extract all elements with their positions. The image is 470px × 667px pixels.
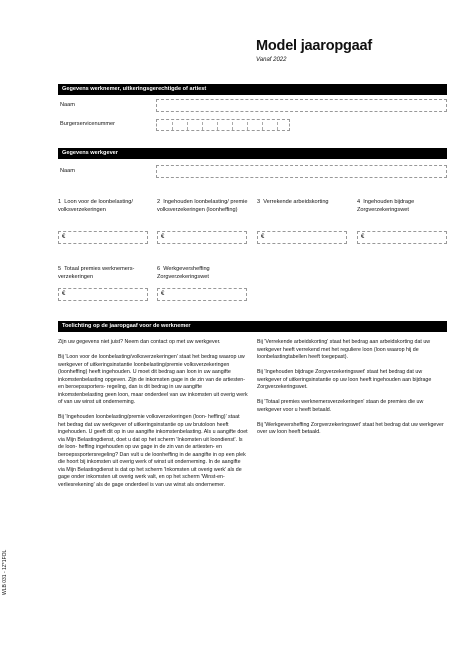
form-code: WLB 031 - 1Z*1FOL [2,549,8,595]
explanation-paragraph: Bij 'Loon voor de loonbelasting/volksverzekeringen' staat het bedrag waarop uw werkgever of uitkeringsinstantie loonbelasting/premie volksverzekeringen (loonheffing) heeft ingehouden. U moet dit bedrag aan loon in uw aangifte inkomstenbelasting opgeven. Zijn de inkomsten gage in de zin van de artiesten- en beroepssporters- regeling, dan is dit bedrag in uw aangifte inkomstenbelasting geen loon, maar onderdeel van uw inkomsten uit overig werk of van uw winst uit onderneming. [58,354,248,405]
box-3-label: 3 Verrekende arbeidskorting [257,199,329,205]
section-heading-toelichting: Toelichting op de jaaropgaaf voor de werknemer [58,321,447,332]
explanation-paragraph: Bij 'Verrekende arbeidskorting' staat het bedrag aan arbeidskorting dat uw werkgever heeft verrekend met het reguliere loon (loon waarop hij de loonbelastingtabellen heeft toegepast). [257,339,431,360]
name-label: Naam [60,102,75,108]
explanation-paragraph: Bij 'Werkgeversheffing Zorgverzekeringswet' staat het bedrag dat uw werkgever over uw loon heeft betaald. [257,421,444,435]
box-1-amount-field[interactable]: € [58,231,148,244]
explanation-left-column [58,339,248,497]
section-heading-werknemer: Gegevens werknemer, uitkeringsgerechtigde of artiest [58,84,447,95]
werkgever-name-label: Naam [60,168,75,174]
section-heading-werkgever: Gegevens werkgever [58,148,447,159]
explanation-paragraph: Bij 'Ingehouden loonbelasting/premie volksverzekeringen (loon- heffing)' staat het bedrag dat uw werkgever of uitkeringsinstantie op uw brutoloon heeft ingehouden. U geeft dit op in uw aangifte inkomstenbelasting. Als u aangifte doet via Mijn Belastingdienst, doet u dat op het scherm 'Inkomsten uit loondienst'. Is de loon- heffing ingehouden op uw gage in de zin van de artiesten- en beroepssportersregeling? Dan vult u de loonheffing in de aangifte in op een plek die hoort bij inkomsten uit overig werk of winst uit onderneming. In de aangifte via Mijn Belastingdienst is dat op het scherm 'Inkomsten uit overig werk' als de gage onder inkomsten uit overig werk valt, en op het scherm 'Winst-en-verliesrekening' als de gage onderdeel is van uw winst als ondernemer. [58,414,248,488]
explanation-right-column [257,339,447,444]
box-2-amount-field[interactable]: € [157,231,247,244]
box-3-amount-field[interactable]: € [257,231,347,244]
box-4-amount-field[interactable]: € [357,231,447,244]
box-6-label: 6 Werkgeversheffing Zorgverzekeringswet [157,266,210,280]
box-1-label: 1 Loon voor de loonbelasting/ volksverzekeringen [58,199,133,213]
werkgever-name-field[interactable] [156,165,447,178]
page-subtitle: Vanaf 2022 [256,57,287,63]
box-6-amount-field[interactable]: € [157,288,247,301]
box-2-label: 2 Ingehouden loonbelasting/ premie volksverzekeringen (loonheffing) [157,199,248,213]
box-5-amount-field[interactable]: € [58,288,148,301]
bsn-field[interactable] [156,119,290,131]
page-title: Model jaaropgaaf [256,38,373,54]
explanation-paragraph: Bij 'Ingehouden bijdrage Zorgverzekeringswet' staat het bedrag dat uw werkgever of uitkeringsinstantie op uw loon heeft ingehouden aan bijdrage Zorgverzekeringswet. [257,369,432,390]
explanation-paragraph: Bij 'Totaal premies werknemersverzekeringen' staan de premies die uw werkgever voor u heeft betaald. [257,399,424,413]
bsn-label: Burgerservicenummer [60,121,116,127]
box-4-label: 4 Ingehouden bijdrage Zorgverzekeringswet [357,199,415,213]
box-5-label: 5 Totaal premies werknemers- verzekeringen [58,266,135,280]
explanation-paragraph: Zijn uw gegevens niet juist? Neem dan contact op met uw werkgever. [58,339,221,345]
werknemer-name-field[interactable] [156,99,447,112]
